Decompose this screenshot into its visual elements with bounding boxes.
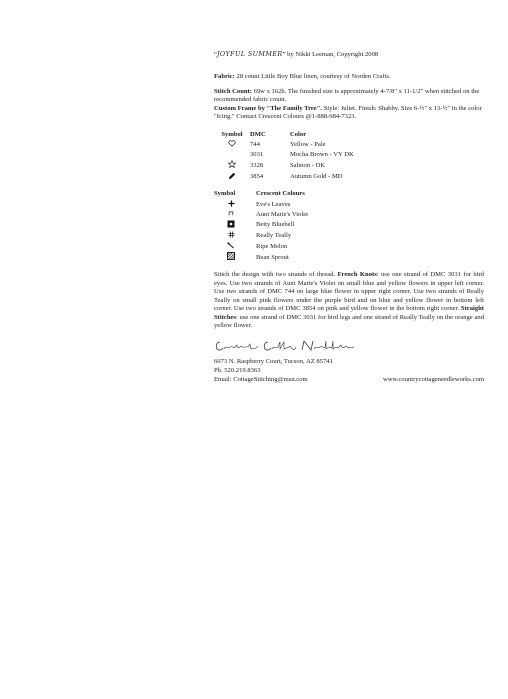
crescent-color-name: Bean Sprout xyxy=(256,253,289,261)
dmc-header-row xyxy=(214,129,354,140)
design-title: JOYFUL SUMMER xyxy=(216,50,283,58)
dmc-key-table xyxy=(214,129,354,183)
stitch-count-line xyxy=(214,88,484,105)
table-row xyxy=(214,172,354,183)
dmc-header-symbol: Symbol xyxy=(221,130,243,138)
symbol-cell xyxy=(214,252,256,263)
crescent-color-name: Betty Bluebell xyxy=(256,221,295,229)
dmc-color-name: Yellow - Pale xyxy=(290,141,326,149)
french-knots-text: : use one strand of DMC 3031 for bird eyes. Use two strands of Aunt Marie's Violet on small blue and yellow flowers in upper left corner. Use two strands of DMC 744 on large blue flower in upper right corner. Use two strands of Really Teally on small pink flowers under the purple bird and on blue and yellow flower in bottom left corner. Use two strands of DMC 3854 on pink and yellow flower in the bottom right corner. xyxy=(214,271,484,313)
table-row xyxy=(214,220,308,231)
table-row xyxy=(214,252,308,263)
custom-frame-text: Style: Juliet. Finish: Shabby. Size 6-½" x 13-½" in the color "Icing." Contact Crescent Colours @1-888-984-7323. xyxy=(214,104,482,121)
needle-icon xyxy=(226,242,236,249)
table-row xyxy=(214,231,308,241)
dmc-color-name: Mocha Brown - VY DK xyxy=(290,151,354,159)
content-column xyxy=(214,50,484,384)
hash-icon xyxy=(226,231,236,238)
symbol-cell xyxy=(214,242,256,252)
table-row xyxy=(214,160,354,171)
dmc-number: 3031 xyxy=(250,151,264,159)
crescent-color-name: Really Teally xyxy=(256,232,292,240)
email-website-row xyxy=(214,376,484,385)
dmc-number: 3328 xyxy=(250,161,264,169)
symbol-cell xyxy=(214,200,256,210)
dmc-header-color: Color xyxy=(290,130,307,138)
filled-square-icon xyxy=(226,220,236,228)
table-row xyxy=(214,151,354,160)
crescent-header-row xyxy=(214,189,308,200)
table-row xyxy=(214,140,354,150)
title-line xyxy=(214,50,484,59)
dmc-header-dmc: DMC xyxy=(250,130,266,138)
plus-icon xyxy=(226,200,236,207)
custom-frame-label: Custom Frame by "The Family Tree". xyxy=(214,104,323,112)
symbol-cell xyxy=(214,231,256,241)
fabric-line xyxy=(214,73,484,81)
dmc-number: 3854 xyxy=(250,173,264,181)
company-logo xyxy=(214,338,484,354)
dmc-color-name: Salmon - DK xyxy=(290,161,326,169)
title-quote-close: ” xyxy=(282,51,286,58)
instructions-intro: Stitch the design with two strands of thread. xyxy=(214,271,338,279)
hatched-square-icon xyxy=(226,252,236,260)
french-knots-label: French Knots xyxy=(337,271,377,279)
pencil-icon xyxy=(227,172,237,180)
title-credit: by Nikki Leeman, Copyright 2008 xyxy=(285,51,379,58)
symbol-cell xyxy=(214,160,250,171)
contact-block xyxy=(214,358,484,384)
dmc-color-name: Autumn Gold - MD xyxy=(290,173,343,181)
small-n-icon xyxy=(226,210,236,216)
table-row xyxy=(214,200,308,210)
website-link[interactable]: www.countrycottageneedleworks.com xyxy=(382,375,484,383)
script-logo-icon xyxy=(214,338,364,354)
star-outline-icon xyxy=(227,160,237,168)
symbol-cell xyxy=(214,220,256,231)
crescent-key-table xyxy=(214,189,308,263)
fabric-text: 28 count Little Boy Blue linen, courtesy of Norden Crafts. xyxy=(234,73,391,81)
symbol-cell xyxy=(214,172,250,183)
straight-stitches-label: Straight Stitches xyxy=(214,305,484,321)
stitch-count-text: 69w x 162h. The finished size is approximately 4-7/8" x 11-1/2" when stitched on the recommended fabric count. xyxy=(214,87,480,104)
heart-outline-icon xyxy=(227,140,237,147)
email-line: Email: CottageStitching@msn.com xyxy=(214,375,308,383)
straight-stitches-text: : use one strand of DMC 3031 for bird legs and one strand of Really Teally on the orange and yellow flower. xyxy=(214,313,484,329)
symbol-cell xyxy=(214,151,250,160)
dmc-number: 744 xyxy=(250,141,260,149)
stitch-count-label: Stitch Count: xyxy=(214,87,252,95)
crescent-header-symbol: Symbol xyxy=(214,190,236,198)
crescent-color-name: Eve's Leaves xyxy=(256,201,291,209)
crescent-color-name: Ripe Melon xyxy=(256,242,288,250)
custom-frame-line xyxy=(214,105,484,122)
address-line: 6073 N. Raspberry Court, Tucson, AZ 85741 xyxy=(214,358,333,366)
crescent-header-name: Crescent Colours xyxy=(256,190,305,198)
symbol-cell xyxy=(214,140,250,150)
stitching-instructions xyxy=(214,271,484,330)
title-quote-open: “ xyxy=(214,51,217,58)
table-row xyxy=(214,242,308,252)
table-row xyxy=(214,210,308,219)
symbol-cell xyxy=(214,210,256,219)
phone-line: Ph. 520.219.8363 xyxy=(214,366,261,374)
fabric-label: Fabric: xyxy=(214,73,235,81)
crescent-color-name: Aunt Marie's Violet xyxy=(256,210,308,218)
